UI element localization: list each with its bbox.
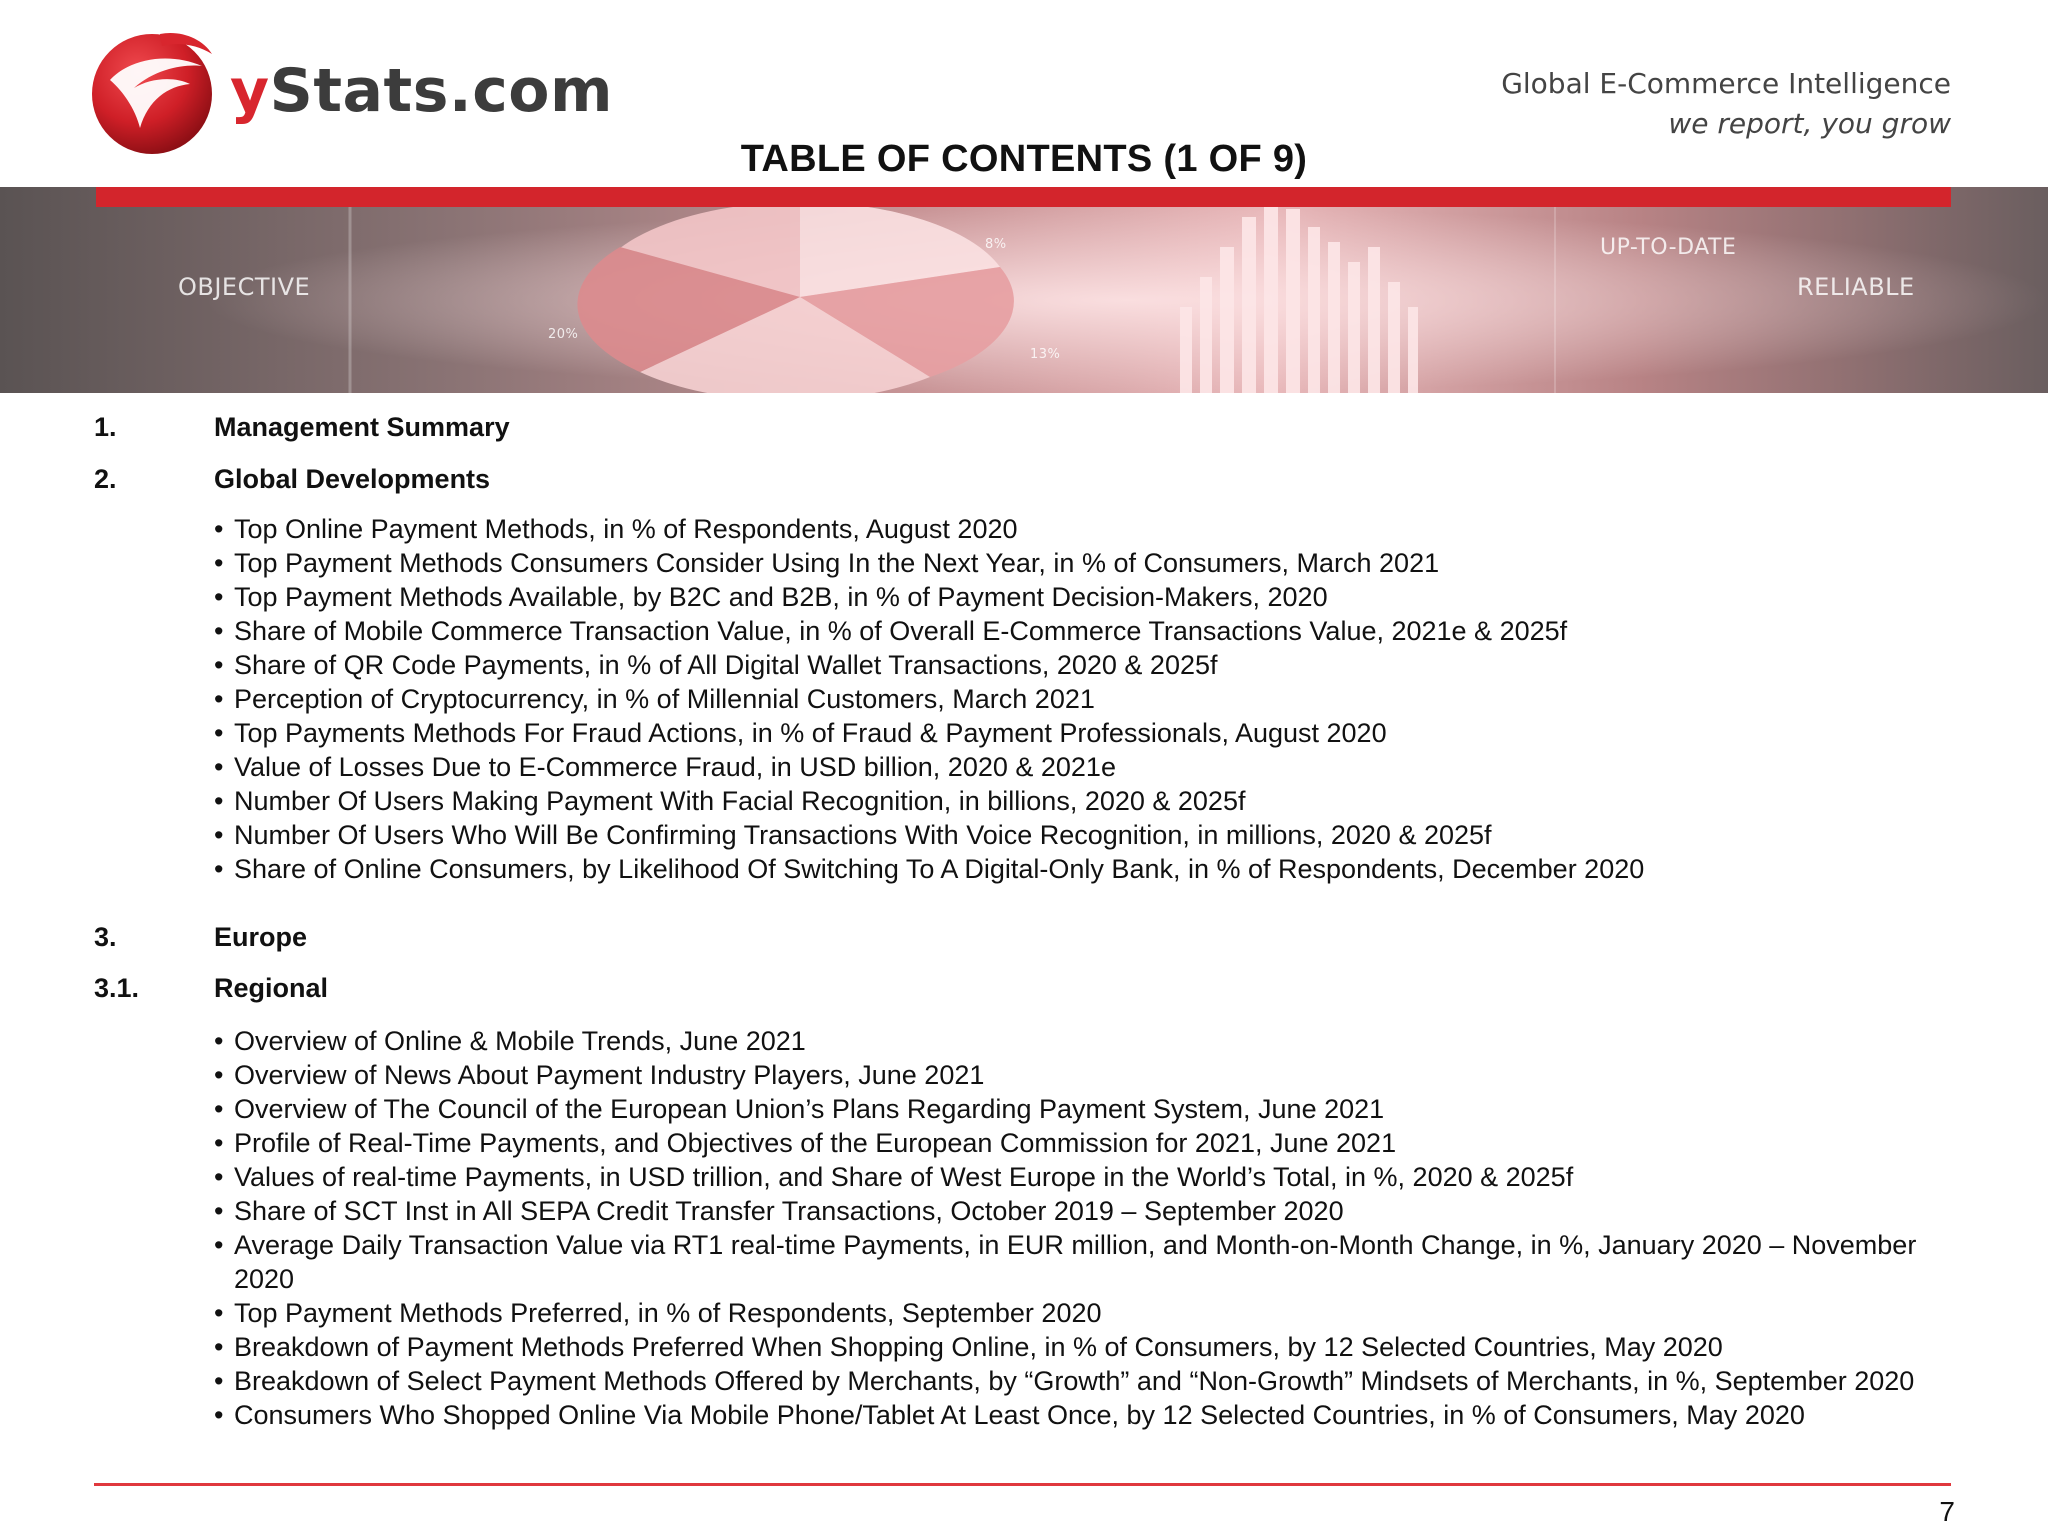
- toc-item[interactable]: • Share of Online Consumers, by Likelihood Of Switching To A Digital-Only Bank, in % of Respondents, December 2020: [214, 852, 1944, 886]
- toc-global-items: [214, 512, 1944, 886]
- toc-item[interactable]: • Overview of Online & Mobile Trends, June 2021: [214, 1024, 1944, 1058]
- header-banner-image: [0, 187, 2048, 393]
- toc-item[interactable]: • Breakdown of Select Payment Methods Offered by Merchants, by “Growth” and “Non-Growth” Mindsets of Merchants, in %, September 2020: [214, 1364, 1944, 1398]
- toc-section-number: 3.1.: [94, 973, 140, 1003]
- toc-item[interactable]: • Top Payment Methods Available, by B2C and B2B, in % of Payment Decision-Makers, 2020: [214, 580, 1944, 614]
- toc-item[interactable]: • Top Payments Methods For Fraud Actions, in % of Fraud & Payment Professionals, August 2020: [214, 716, 1944, 750]
- toc-item[interactable]: • Consumers Who Shopped Online Via Mobile Phone/Tablet At Least Once, by 12 Selected Countries, in % of Consumers, May 2020: [214, 1398, 1944, 1432]
- header-red-bar: [96, 187, 1951, 207]
- toc-item[interactable]: • Perception of Cryptocurrency, in % of Millennial Customers, March 2021: [214, 682, 1944, 716]
- toc-item[interactable]: • Profile of Real-Time Payments, and Objectives of the European Commission for 2021, June 2021: [214, 1126, 1944, 1160]
- toc-item[interactable]: • Share of SCT Inst in All SEPA Credit Transfer Transactions, October 2019 – September 2020: [214, 1194, 1944, 1228]
- page-title: TABLE OF CONTENTS (1 OF 9): [740, 138, 1308, 180]
- toc-section-2[interactable]: [0, 464, 2048, 504]
- logo-wordmark: [230, 56, 613, 126]
- banner-word-reliable: RELIABLE: [1797, 273, 1915, 301]
- toc-regional-items: [214, 1024, 1944, 1432]
- toc-item[interactable]: • Top Payment Methods Preferred, in % of Respondents, September 2020: [214, 1296, 1944, 1330]
- toc-item[interactable]: • Overview of News About Payment Industry Players, June 2021: [214, 1058, 1944, 1092]
- toc-section-number: 2.: [94, 464, 117, 494]
- toc-item[interactable]: • Share of QR Code Payments, in % of All Digital Wallet Transactions, 2020 & 2025f: [214, 648, 1944, 682]
- toc-section-number: 3.: [94, 922, 117, 952]
- toc-item[interactable]: • Number Of Users Making Payment With Facial Recognition, in billions, 2020 & 2025f: [214, 784, 1944, 818]
- toc-section-title: Europe: [214, 922, 308, 952]
- toc-section-1[interactable]: [0, 412, 2048, 452]
- footer-divider: [94, 1483, 1951, 1486]
- toc-section-title: Regional: [214, 973, 329, 1003]
- toc-item[interactable]: • Share of Mobile Commerce Transaction Value, in % of Overall E-Commerce Transactions Value, 2021e & 2025f: [214, 614, 1944, 648]
- banner-chart-label-13: 13%: [1030, 347, 1061, 362]
- tagline: [1501, 64, 1951, 144]
- tagline-line-1: Global E-Commerce Intelligence: [1501, 67, 1951, 100]
- toc-item[interactable]: • Top Online Payment Methods, in % of Respondents, August 2020: [214, 512, 1944, 546]
- toc-section-3-1[interactable]: [0, 973, 2048, 1013]
- banner-word-objective: OBJECTIVE: [178, 273, 311, 301]
- toc-item[interactable]: • Number Of Users Who Will Be Confirming Transactions With Voice Recognition, in millions, 2020 & 2025f: [214, 818, 1944, 852]
- toc-item[interactable]: • Breakdown of Payment Methods Preferred When Shopping Online, in % of Consumers, by 12 Selected Countries, May 2020: [214, 1330, 1944, 1364]
- toc-section-3[interactable]: [0, 922, 2048, 962]
- toc-item[interactable]: • Value of Losses Due to E-Commerce Fraud, in USD billion, 2020 & 2021e: [214, 750, 1944, 784]
- tagline-line-2: we report, you grow: [1668, 107, 1951, 140]
- page-header: [0, 0, 2048, 190]
- banner-word-up-to-date: UP-TO-DATE: [1600, 235, 1737, 260]
- toc-section-title: Management Summary: [214, 412, 510, 442]
- logo-wordmark-rest: Stats.com: [269, 56, 614, 126]
- toc-item[interactable]: • Average Daily Transaction Value via RT1 real-time Payments, in EUR million, and Month-on-Month Change, in %, January 2020 – November 2020: [214, 1228, 1944, 1296]
- logo-wordmark-y: y: [230, 56, 270, 126]
- toc-item[interactable]: • Overview of The Council of the European Union’s Plans Regarding Payment System, June 2021: [214, 1092, 1944, 1126]
- page-number: 7: [1939, 1496, 1955, 1527]
- toc-section-title: Global Developments: [214, 464, 491, 494]
- toc-item[interactable]: • Top Payment Methods Consumers Consider Using In the Next Year, in % of Consumers, March 2021: [214, 546, 1944, 580]
- banner-chart-label-20: 20%: [548, 327, 579, 342]
- toc-item[interactable]: • Values of real-time Payments, in USD trillion, and Share of West Europe in the World’s Total, in %, 2020 & 2025f: [214, 1160, 1944, 1194]
- banner-chart-label-8: 8%: [985, 237, 1007, 252]
- toc-section-number: 1.: [94, 412, 117, 442]
